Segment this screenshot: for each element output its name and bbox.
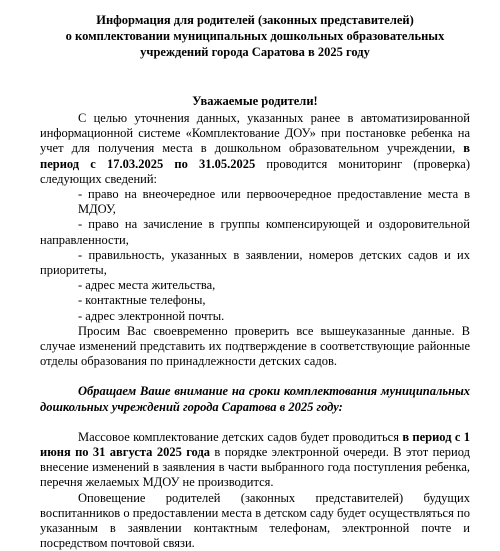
title-line-2: о комплектовании муниципальных дошкольных образовательных [65,29,445,43]
list-item: - правильность, указанных в заявлении, номеров детских садов и их приоритеты, [40,247,470,278]
paragraph-enrollment-text: Массовое комплектование детских садов будет проводиться [78,429,403,444]
list-item: - адрес электронной почты. [78,308,225,323]
paragraph-monitoring-tail: проводится мониторинг (проверка) следующих сведений: [40,156,470,186]
attention-heading: Обращаем Ваше внимание на сроки комплектования муниципальных дошкольных учреждений города Саратова в 2025 году: [40,384,470,414]
document-body [40,111,470,551]
paragraph-enrollment [40,430,470,491]
monitoring-period: в период с 17.03.2025 по 31.05.2025 [40,141,470,171]
title-line-1: Информация для родителей (законных представителей) [96,13,414,27]
paragraph-enrollment-tail: в порядке электронной очереди. В этот период внесение изменений в заявления в части выбранного года поступления ребенка, перечня желаемых МДОУ не производится. [40,445,470,490]
paragraph-request: Просим Вас своевременно проверить все вышеуказанные данные. В случае изменений представить их подтверждение в соответствующие районные отделы образования по принадлежности детских садов. [40,323,470,369]
list-item: - адрес места жительства, [78,278,216,293]
title-line-3: учреждений города Саратова в 2025 году [140,45,370,59]
list-item: - право на зачисление в группы компенсирующей и оздоровительной направленности, [40,217,470,247]
paragraph-notification: Оповещение родителей (законных представителей) будущих воспитанников о предоставлении места в детском саду будет осуществляться по указанным в заявлении контактным телефонам, электронной почте и посредством почтовой связи. [40,490,470,551]
paragraph-monitoring [40,111,470,187]
greeting: Уважаемые родители! [192,94,318,108]
enrollment-period: в период с 1 июня по 31 августа 2025 года [40,429,471,460]
list-item: - право на внеочередное или первоочередное предоставление места в МДОУ, [78,187,470,217]
paragraph-monitoring-text: С целью уточнения данных, указанных ранее в автоматизированной информационной системе «Комплектование ДОУ» при постановке ребенка на учет для получения места в дошкольном образовательном учреждении, [40,111,470,156]
document-title [40,12,470,60]
list-item: - контактные телефоны, [78,293,206,308]
